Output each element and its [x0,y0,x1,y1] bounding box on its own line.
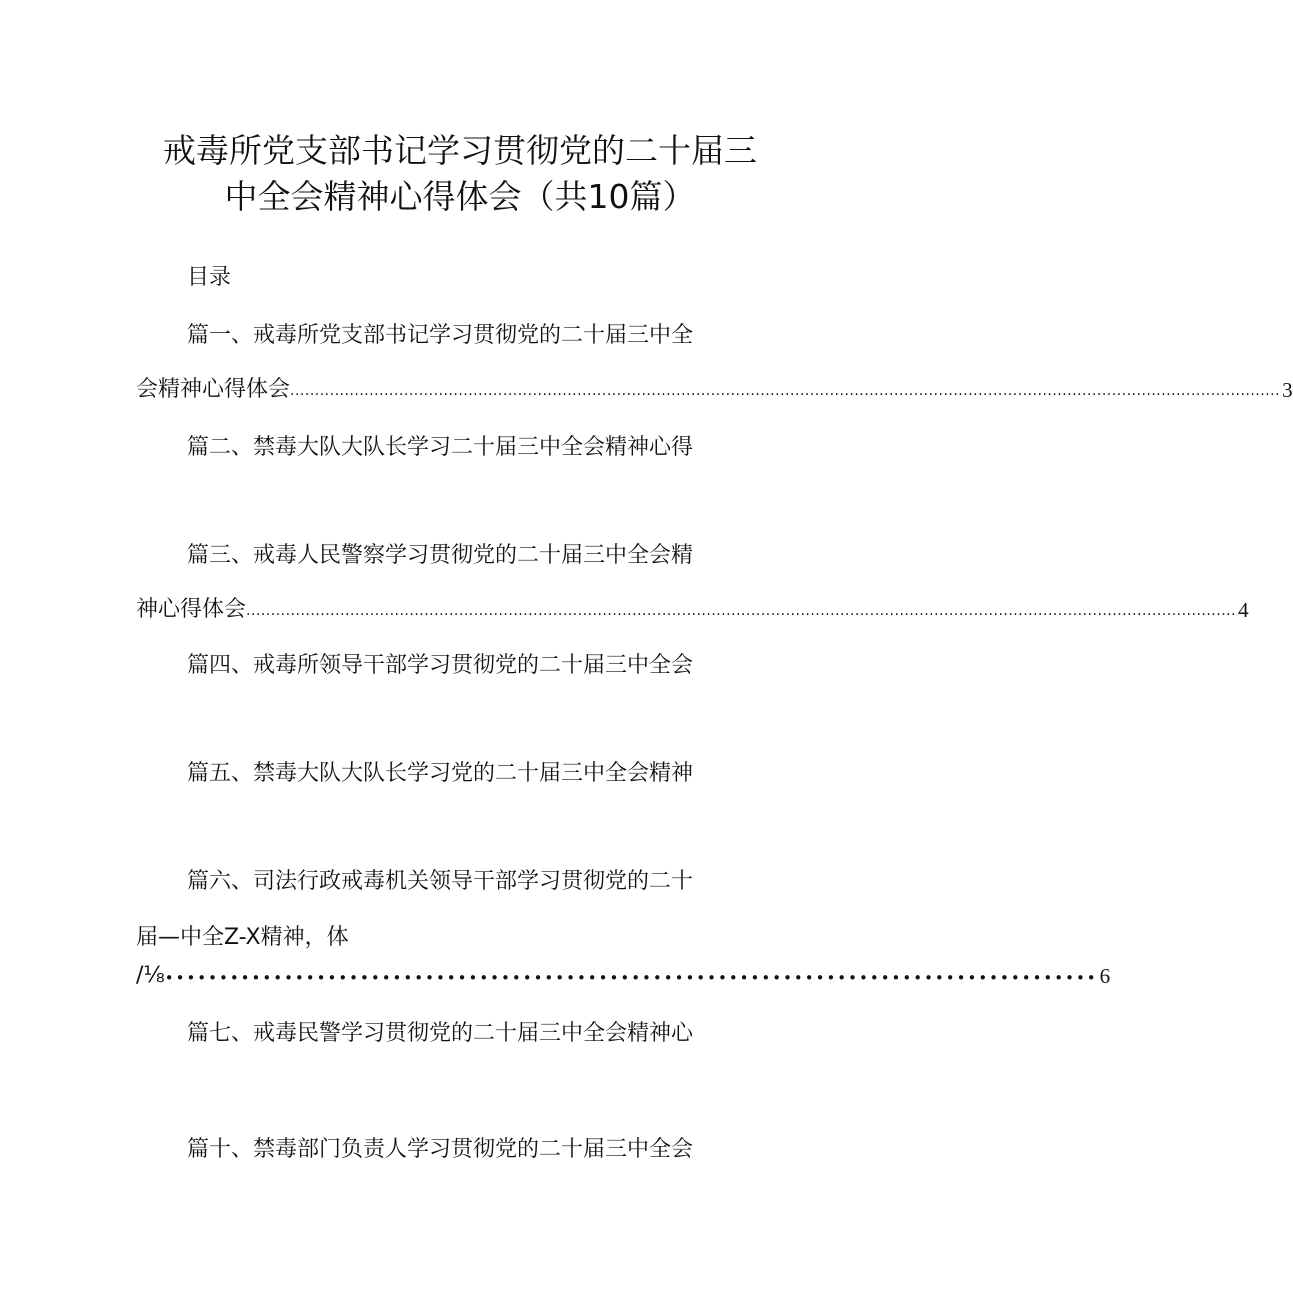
toc-entry-1-line-1[interactable]: 篇一、戒毒所党支部书记学习贯彻党的二十届三中全 [187,323,694,348]
title-line-2: 中全会精神心得体会（共10篇） [224,177,696,216]
toc-entry-6-text: /⅛ [136,963,165,988]
toc-entry-2[interactable]: 篇二、禁毒大队大队长学习二十届三中全会精神心得 [187,435,694,460]
toc-entry-1-page: 3 [1282,378,1293,402]
toc-leader-dots: ........................................................................................................................................................................................................ [290,383,1281,399]
toc-entry-3-page: 4 [1238,598,1249,622]
toc-entry-1-line-2[interactable] [136,374,1293,406]
document-title [0,128,920,220]
toc-entry-4[interactable]: 篇四、戒毒所领导干部学习贯彻党的二十届三中全会 [187,653,694,678]
toc-entry-3-line-1[interactable]: 篇三、戒毒人民警察学习贯彻党的二十届三中全会精 [187,543,694,568]
toc-leader-bullets: •••••••••••••••••••••••••••••••••••••••••••••••••••••••••••••••••••••••••••••••••••••• [164,969,1098,987]
title-line-1: 戒毒所党支部书记学习贯彻党的二十届三 [163,131,757,170]
toc-entry-5[interactable]: 篇五、禁毒大队大队长学习党的二十届三中全会精神 [187,761,694,786]
toc-entry-7[interactable]: 篇七、戒毒民警学习贯彻党的二十届三中全会精神心 [187,1021,694,1046]
toc-entry-3-text: 神心得体会 [136,597,247,622]
toc-entry-3-line-2[interactable] [136,594,1249,626]
toc-entry-6-line-3[interactable] [136,960,1111,992]
toc-entry-10[interactable]: 篇十、禁毒部门负责人学习贯彻党的二十届三中全会 [187,1137,694,1162]
toc-heading: 目录 [187,265,232,290]
toc-leader-dots: ........................................................................................................................................................................................................ [246,603,1237,619]
toc-entry-6-line-1[interactable]: 篇六、司法行政戒毒机关领导干部学习贯彻党的二十 [187,869,694,894]
toc-entry-6-page: 6 [1099,964,1111,988]
toc-entry-1-text: 会精神心得体会 [136,377,291,402]
toc-entry-6-line-2[interactable]: 届—中全Z-X精神，体 [136,925,349,950]
